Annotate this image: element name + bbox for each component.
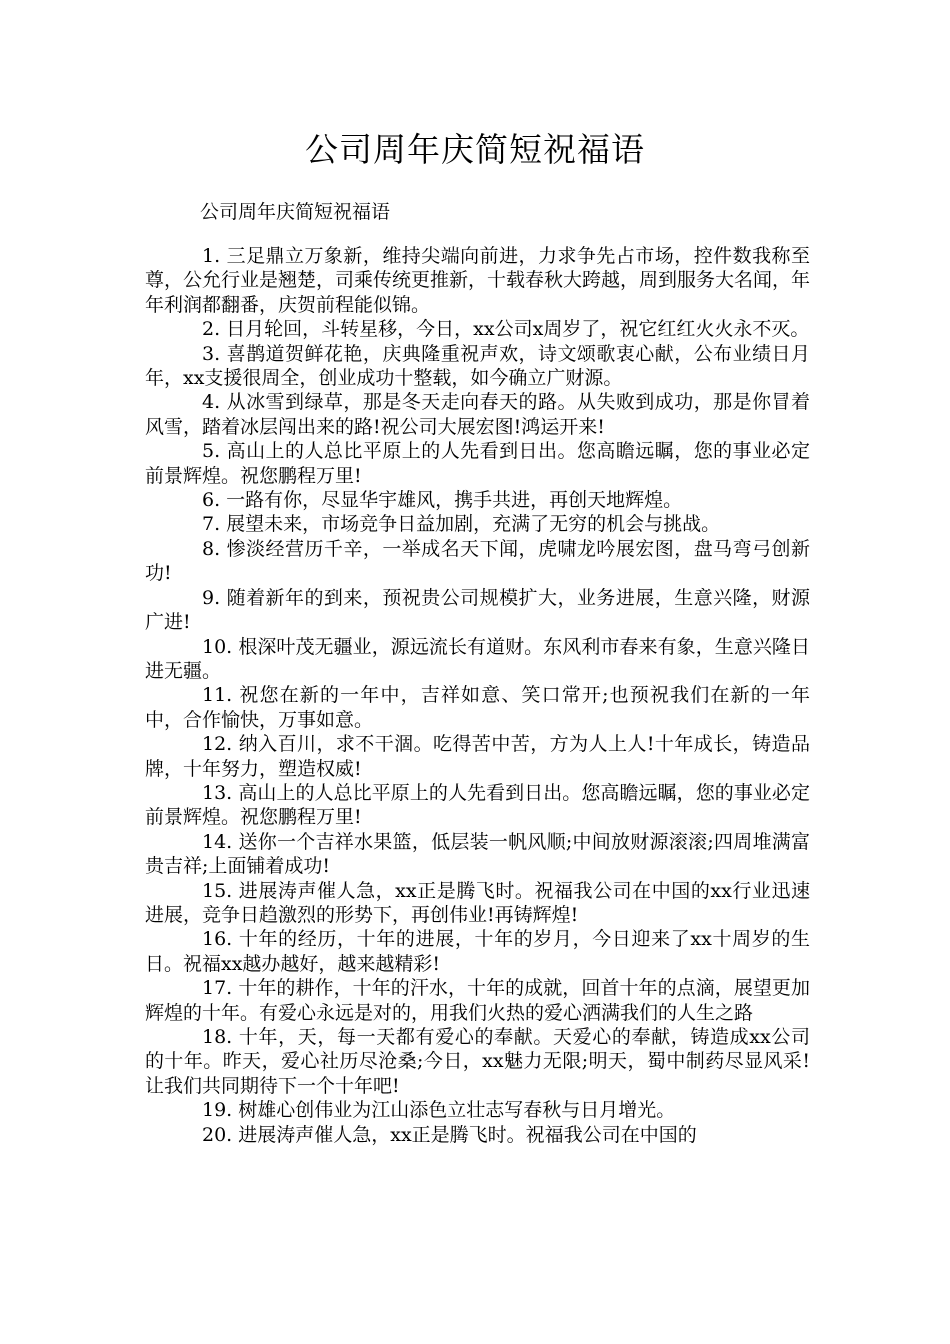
list-item: 9. 随着新年的到来，预祝贵公司规模扩大，业务进展，生意兴隆，财源广进! — [145, 586, 810, 634]
list-item: 14. 送你一个吉祥水果篮，低层装一帆风顺;中间放财源滚滚;四周堆满富贵吉祥;上面铺着成功! — [145, 830, 810, 878]
list-item: 3. 喜鹊道贺鲜花艳，庆典隆重祝声欢，诗文颂歌衷心献，公布业绩日月年，xx支援很周全，创业成功十整载，如今确立广财源。 — [145, 342, 810, 390]
list-item: 10. 根深叶茂无疆业，源远流长有道财。东风利市春来有象，生意兴隆日进无疆。 — [145, 635, 810, 682]
list-item: 2. 日月轮回，斗转星移，今日，xx公司x周岁了，祝它红红火火永不灭。 — [202, 318, 810, 341]
list-item: 1. 三足鼎立万象新，维持尖端向前进，力求争先占市场，控件数我称至尊，公允行业是翘楚，司乘传统更推新，十载春秋大跨越，周到服务大名闻，年年利润都翻番，庆贺前程能似锦。 — [145, 245, 811, 316]
list-item: 11. 祝您在新的一年中，吉祥如意、笑口常开;也预祝我们在新的一年中，合作愉快，万事如意。 — [145, 684, 810, 731]
list-item: 15. 进展涛声催人急，xx正是腾飞时。祝福我公司在中国的xx行业迅速进展，竞争日趋激烈的形势下，再创伟业!再铸辉煌! — [145, 879, 810, 926]
list-item: 6. 一路有你，尽显华宇雄风，携手共进，再创天地辉煌。 — [202, 489, 683, 512]
list-item: 7. 展望未来，市场竞争日益加剧，充满了无穷的机会与挑战。 — [202, 513, 721, 536]
list-item: 5. 高山上的人总比平原上的人先看到日出。您高瞻远瞩，您的事业必定前景辉煌。祝您鹏程万里! — [145, 440, 810, 487]
list-item: 4. 从冰雪到绿草，那是冬天走向春天的路。从失败到成功，那是你冒着风雪，踏着冰层闯出来的路!祝公司大展宏图!鸿运开来! — [145, 391, 810, 438]
document-title: 公司周年庆简短祝福语 — [305, 130, 645, 169]
list-item: 16. 十年的经历，十年的进展，十年的岁月，今日迎来了xx十周岁的生日。祝福xx越办越好，越来越精彩! — [145, 928, 810, 975]
list-item: 18. 十年，天，每一天都有爱心的奉献。天爱心的奉献，铸造成xx公司的十年。昨天，爱心社历尽沧桑;今日，xx魅力无限;明天，蜀中制药尽显风采!让我们共同期待下一个十年吧! — [145, 1026, 810, 1097]
list-item: 19. 树雄心创伟业为江山添色立壮志写春秋与日月增光。 — [202, 1099, 676, 1122]
list-item: 17. 十年的耕作，十年的汗水，十年的成就，回首十年的点滴，展望更加辉煌的十年。有爱心永远是对的，用我们火热的爱心洒满我们的人生之路 — [145, 977, 810, 1024]
list-item: 8. 惨淡经营历千辛，一举成名天下闻，虎啸龙吟展宏图，盘马弯弓创新功! — [145, 537, 810, 585]
document-body — [145, 244, 810, 1147]
list-item: 20. 进展涛声催人急，xx正是腾飞时。祝福我公司在中国的 — [202, 1123, 697, 1146]
list-item: 13. 高山上的人总比平原上的人先看到日出。您高瞻远瞩，您的事业必定前景辉煌。祝您鹏程万里! — [145, 781, 810, 829]
document-subtitle: 公司周年庆简短祝福语 — [200, 201, 391, 223]
list-item: 12. 纳入百川，求不干涸。吃得苦中苦，方为人上人!十年成长，铸造品牌，十年努力，塑造权威! — [145, 733, 810, 780]
